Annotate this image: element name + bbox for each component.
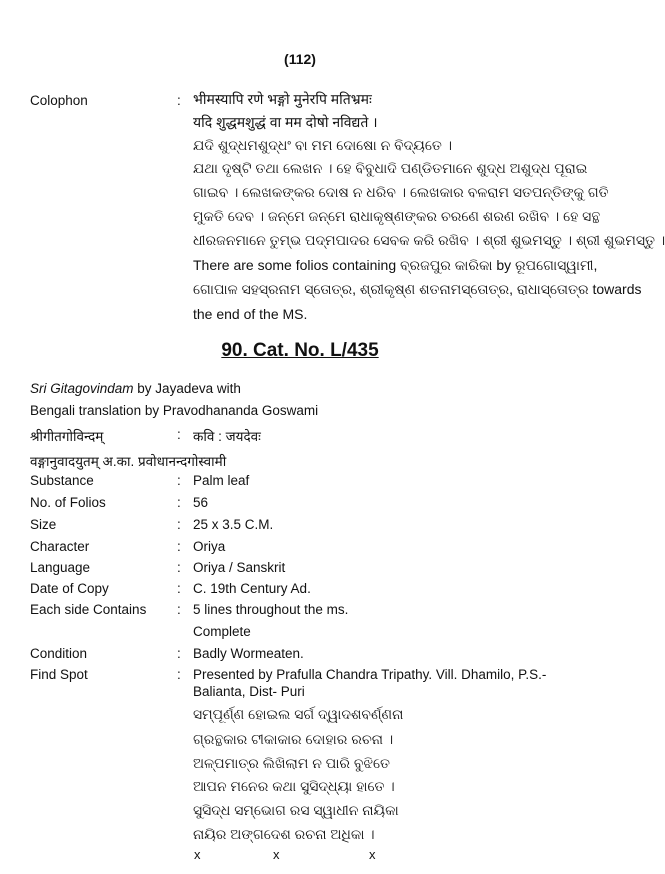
field-label: Substance xyxy=(30,473,94,488)
catalogue-heading: 90. Cat. No. L/435 xyxy=(221,340,379,361)
find-spot-label: Find Spot xyxy=(30,667,88,682)
work-title-line2: Bengali translation by Pravodhananda Goswami xyxy=(30,403,319,418)
field-label: Language xyxy=(30,560,91,575)
colophon-line: ଗାଇବ । ଲେଖକଙ୍କର ଦୋଷ ନ ଧରିବ । ଲେଖକାର ବଳରାମ ସତପନ୍ତିଙ୍କୁ ଗତି xyxy=(193,184,609,200)
field-value: Badly Wormeaten. xyxy=(193,646,304,661)
field-colon: : xyxy=(177,473,181,488)
field-colon: : xyxy=(177,602,181,617)
field-colon: : xyxy=(177,646,181,661)
field-colon: : xyxy=(177,495,181,510)
colophon-line: ଧୀରଜନମାନେ ତୁମ୍ଭ ପଦ୍ମପାଦର ସେବକ କରି ରଖିବ । ଶ୍ରୀ ଶୁଭମସ୍ତୁ । ଶ୍ରୀ ଶୁଭମସ୍ତୁ । xyxy=(193,232,665,248)
colophon-line: भीमस्यापि रणे भङ्गो मुनेरपि मतिभ्रमः xyxy=(193,91,372,107)
colophon-line: ଯଥା ଦୃଷ୍ଟି ତଥା ଲେଖନ । ହେ ବିବୁଧାଦି ପଣ୍ଡିତମାନେ ଶୁଦ୍ଧ ଅଶୁଦ୍ଧ ପୂରାଇ xyxy=(193,160,588,176)
field-label: Character xyxy=(30,539,90,554)
verse-line: ସୁସିଦ୍ଧ ସମ୍ଭୋଗ ରସ ସ୍ୱାଧୀନ ନାୟିକା xyxy=(193,802,399,818)
field-value: Palm leaf xyxy=(193,473,250,488)
x-mark: x xyxy=(369,847,376,862)
field-colon: : xyxy=(177,560,181,575)
find-spot-colon: : xyxy=(177,667,181,682)
colophon-colon: : xyxy=(177,93,181,108)
colophon-line: ମୁକତି ଦେବ । ଜନ୍ମେ ଜନ୍ମେ ରାଧାକୃଷ୍ଣଙ୍କର ଚରଣେ ଶରଣ ରଖିବ । ହେ ସନ୍ଥ xyxy=(193,208,601,224)
field-label: Each side Contains xyxy=(30,602,147,617)
verse-line: ଆପନ ମନେର କଥା ସୁସିଦ୍ଧ୍ୟା ହାତେ । xyxy=(193,778,395,794)
work-title-rest: by Jayadeva with xyxy=(133,381,241,396)
field-value: Complete xyxy=(193,624,251,639)
work-title xyxy=(30,381,241,396)
field-value: 5 lines throughout the ms. xyxy=(193,602,349,617)
field-label: Condition xyxy=(30,646,88,661)
verse-line: ନାୟିର ଅଙ୍ଗଦେଶ ରଚନା ଅଧିକା । xyxy=(193,826,375,842)
field-label: Date of Copy xyxy=(30,581,109,596)
field-value: Oriya xyxy=(193,539,226,554)
find-spot-line: Presented by Prafulla Chandra Tripathy. Vill. Dhamilo, P.S.- xyxy=(193,667,547,682)
x-mark: x xyxy=(194,847,201,862)
field-value: C. 19th Century Ad. xyxy=(193,581,311,596)
sanskrit-title: श्रीगीतगोविन्दम् xyxy=(30,429,104,444)
sanskrit-subtitle: वङ्गानुवादयुतम् अ.का. प्रवोधानन्दगोस्वामी xyxy=(30,454,227,469)
work-title-italic: Sri Gitagovindam xyxy=(30,381,134,396)
verse-line: ସମ୍ପୂର୍ଣ୍ଣ ହୋଇଲ ସର୍ଗ ଦ୍ୱାଦଶବର୍ଣ୍ଣନା xyxy=(193,706,404,722)
find-spot-line: Balianta, Dist- Puri xyxy=(193,684,305,699)
field-value: Oriya / Sanskrit xyxy=(193,560,286,575)
colophon-label: Colophon xyxy=(30,93,88,108)
verse-line: ଅଳ୍ପମାତ୍ର ଲିଖିଲାମ ନ ପାରି ବୁଝିତେ xyxy=(193,755,390,771)
colophon-line: ଯଦି ଶୁଦ୍ଧମଶୁଦ୍ଧଂ ବା ମମ ଦୋଷୋ ନ ବିଦ୍ୟତେ । xyxy=(193,137,453,153)
sanskrit-colon: : xyxy=(177,427,181,442)
field-value: 56 xyxy=(193,495,209,510)
x-mark: x xyxy=(273,847,280,862)
colophon-line: There are some folios containing ବ୍ରଜପୁର କାରିକା by ରୂପଗୋସ୍ୱାମୀ, xyxy=(193,257,598,273)
colophon-line: ଗୋପାଳ ସହସ୍ରନାମ ସ୍ତୋତ୍ର, ଶ୍ରୀକୃଷ୍ଣ ଶତନାମସ୍ତୋତ୍ର, ରାଧାସ୍ତୋତ୍ର towards xyxy=(193,281,642,297)
field-colon: : xyxy=(177,517,181,532)
page-number: (112) xyxy=(284,51,316,67)
colophon-line: the end of the MS. xyxy=(193,306,308,322)
field-value: 25 x 3.5 C.M. xyxy=(193,517,274,532)
sanskrit-author: कवि : जयदेवः xyxy=(193,429,261,444)
field-colon: : xyxy=(177,581,181,596)
colophon-line: यदि शुद्धमशुद्धं वा मम दोषो नविद्यते । xyxy=(193,114,378,130)
field-label: Size xyxy=(30,517,57,532)
field-label: No. of Folios xyxy=(30,495,106,510)
verse-line: ଗ୍ରନ୍ଥକାର ଟୀକାକାର ଦୋହାର ରଚନା । xyxy=(193,731,394,747)
field-colon: : xyxy=(177,539,181,554)
